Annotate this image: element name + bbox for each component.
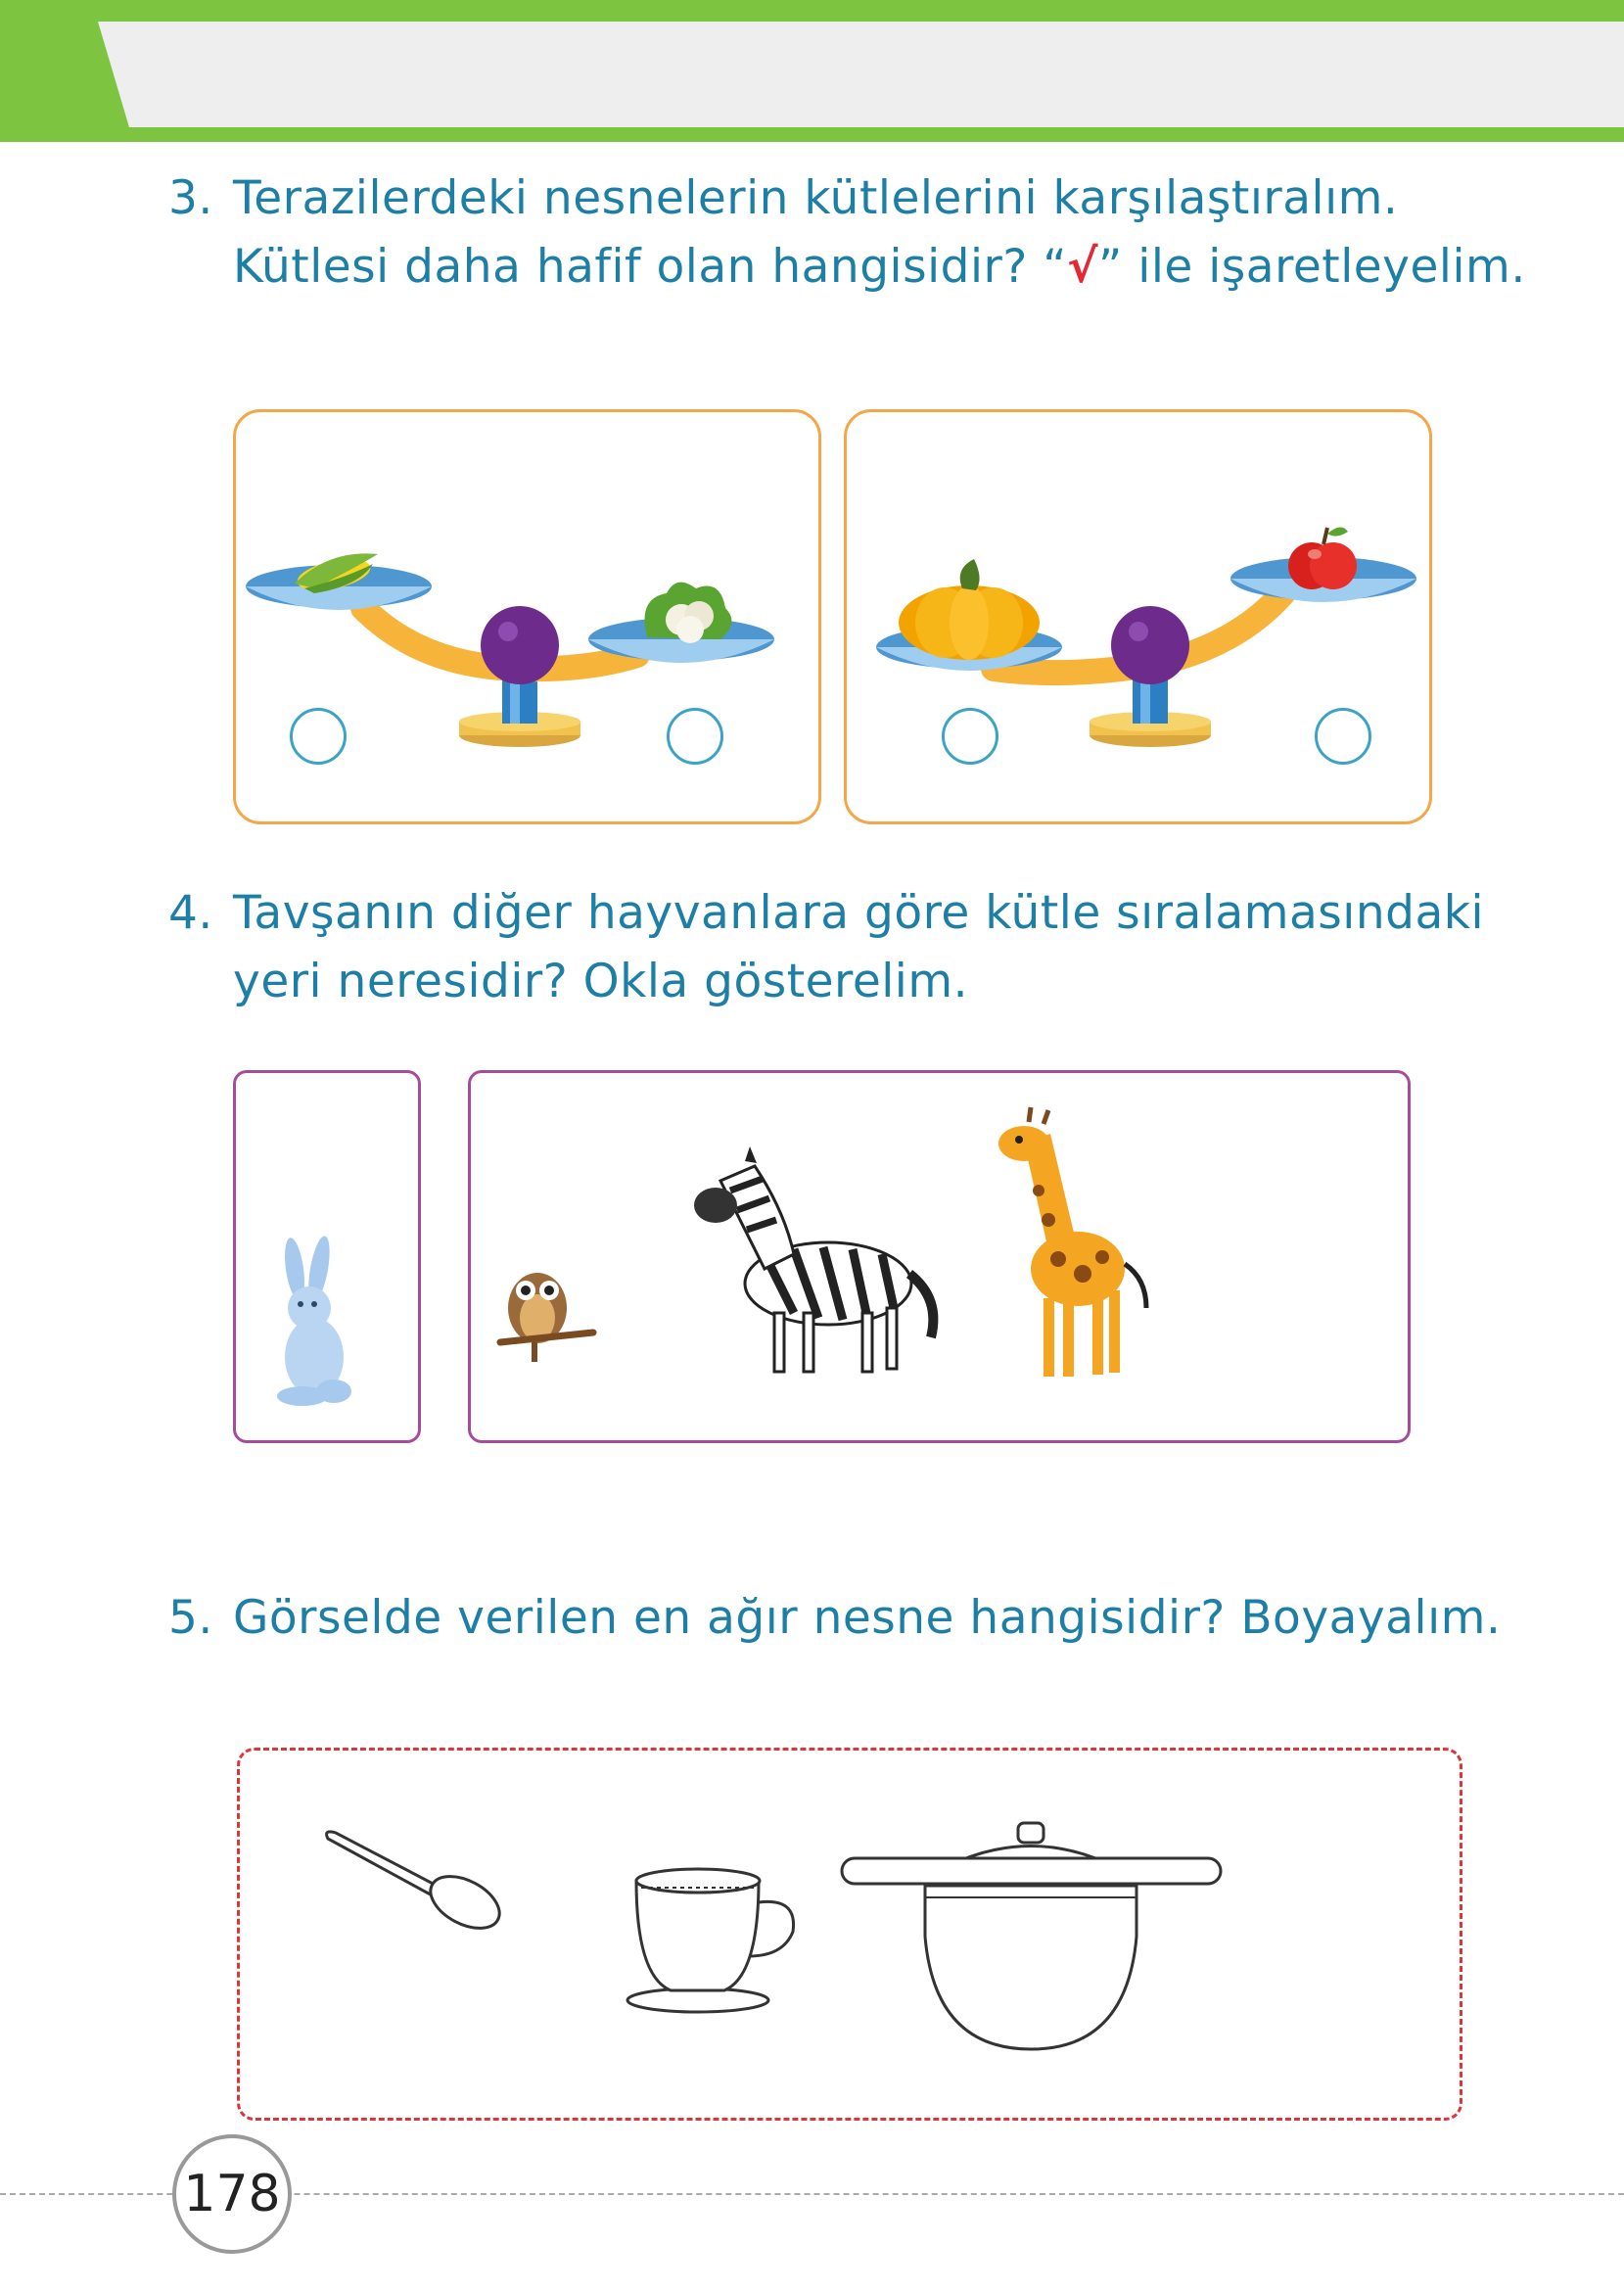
giraffe-icon xyxy=(998,1107,1146,1377)
objects-illustration xyxy=(240,1751,1460,2118)
answer-circle-corn[interactable] xyxy=(290,708,347,765)
animals-box xyxy=(468,1070,1411,1443)
answer-circle-pumpkin[interactable] xyxy=(942,708,998,765)
scale-box-2 xyxy=(844,409,1432,824)
answer-circle-cauliflower[interactable] xyxy=(667,708,723,765)
question-5-number: 5. xyxy=(168,1591,213,1645)
scale-box-1 xyxy=(233,409,821,824)
apple-icon xyxy=(1288,527,1357,589)
objects-box xyxy=(237,1748,1462,2121)
spoon-icon xyxy=(327,1832,508,1939)
question-4-line2: yeri neresidir? Okla gösterelim. xyxy=(233,955,969,1008)
rabbit-icon xyxy=(236,1073,418,1440)
pot-icon xyxy=(842,1823,1221,2049)
question-5-line1: Görselde verilen en ağır nesne hangisidir? Boyayalım. xyxy=(233,1591,1502,1645)
header-bar xyxy=(0,0,1624,147)
question-4-line1: Tavşanın diğer hayvanlara göre kütle sıralamasındaki xyxy=(233,886,1485,940)
question-3-line2-end: ” ile işaretleyelim. xyxy=(1097,240,1526,294)
question-3-line1: Terazilerdeki nesnelerin kütlelerini karşılaştıralım. xyxy=(233,171,1399,225)
cauliflower-icon xyxy=(645,583,732,643)
pumpkin-icon xyxy=(899,559,1040,660)
answer-circle-apple[interactable] xyxy=(1315,708,1371,765)
question-4-number: 4. xyxy=(168,886,213,940)
cup-icon xyxy=(627,1869,794,2012)
owl-icon xyxy=(500,1273,593,1362)
question-3-line2-start: Kütlesi daha hafif olan hangisidir? “ xyxy=(233,240,1068,294)
animals-illustration xyxy=(471,1073,1408,1440)
rabbit-box xyxy=(233,1070,421,1443)
zebra-icon xyxy=(694,1146,933,1372)
question-3-number: 3. xyxy=(168,171,213,225)
question-3-text xyxy=(168,164,1558,302)
check-mark-icon: √ xyxy=(1067,240,1098,294)
page-number: 178 xyxy=(172,2134,292,2254)
question-4-text xyxy=(168,879,1558,1016)
question-5-text xyxy=(168,1584,1558,1653)
